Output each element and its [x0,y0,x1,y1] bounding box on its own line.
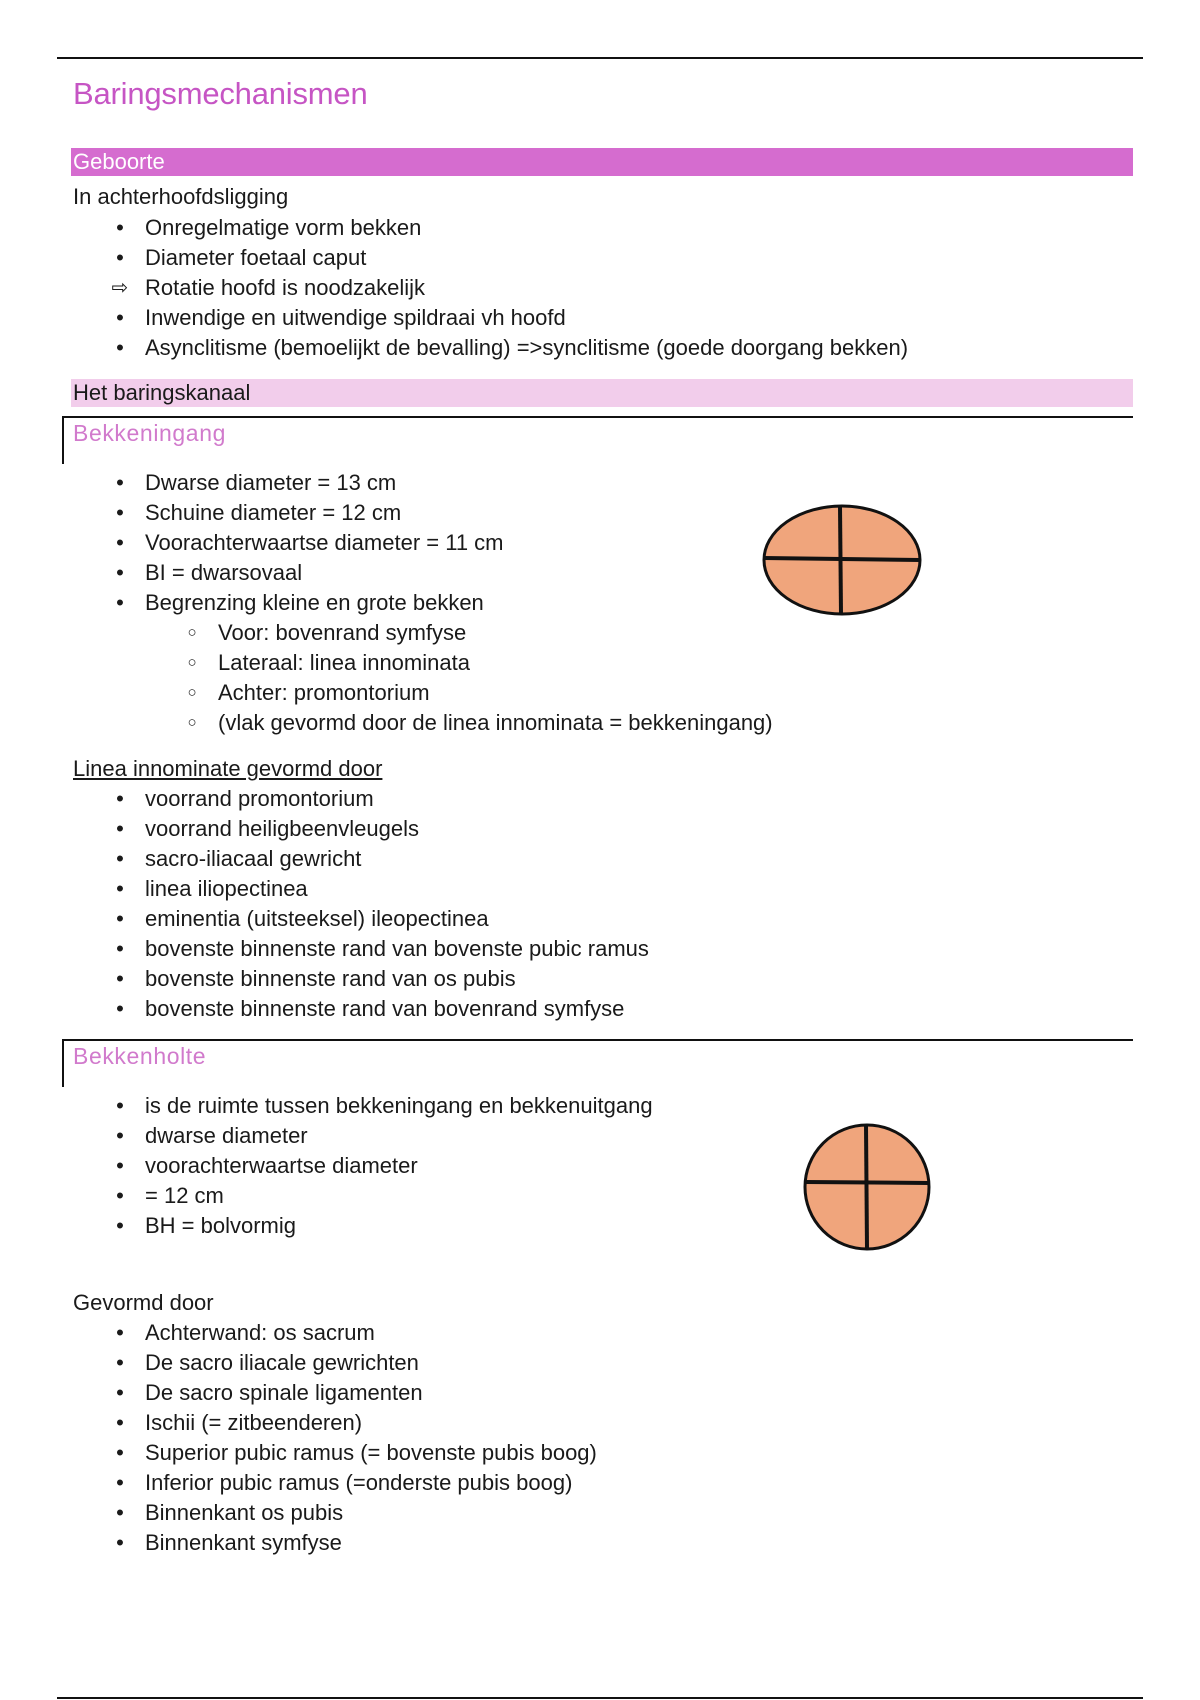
bullet-icon: • [116,786,124,811]
list-item [73,814,1133,844]
bullet-icon: • [116,846,124,871]
bullet-icon: • [116,1093,124,1118]
heading-corner-line [62,1041,64,1087]
list-item-text: Begrenzing kleine en grote bekken [145,590,484,615]
linea-list [73,784,1133,1024]
list-item-text: BH = bolvormig [145,1213,297,1238]
list-item-text: Achterwand: os sacrum [145,1320,375,1345]
list-item-text: Inwendige en uitwendige spildraai vh hoofd [145,305,566,330]
list-item [73,1348,1133,1378]
list-item-text: linea iliopectinea [145,876,308,901]
bullet-icon: • [116,936,124,961]
bekkeningang-heading-box [62,416,1133,462]
list-item-text: sacro-iliacaal gewricht [145,846,362,871]
list-item [73,1438,1133,1468]
list-item-text: Rotatie hoofd is noodzakelijk [145,275,426,300]
list-item [73,1091,1133,1121]
bullet-icon: • [116,305,124,330]
bullet-icon: • [116,1320,124,1345]
section-band-baringskanaal: Het baringskanaal [71,379,1133,407]
list-item-text: Ischii (= zitbeenderen) [145,1410,363,1435]
list-item-text: voorrand heiligbeenvleugels [145,816,419,841]
list-item [73,1528,1133,1558]
list-item [73,1468,1133,1498]
bullet-icon: • [116,1470,124,1495]
sub-list-item [73,648,1133,678]
list-item-text: Asynclitisme (bemoelijkt de bevalling) =>synclitisme (goede doorgang bekken) [145,335,909,360]
list-item-text: voorrand promontorium [145,786,374,811]
begrenzing-sublist [73,618,1133,738]
document-body [73,70,1133,1558]
bekkenholte-heading: Bekkenholte [73,1043,207,1069]
list-item [73,1498,1133,1528]
list-item-text: Inferior pubic ramus (=onderste pubis boog) [145,1470,573,1495]
list-item-text: bovenste binnenste rand van bovenste pubic ramus [145,936,649,961]
arrow-right-icon: ⇨ [111,277,129,299]
bullet-icon: • [116,1440,124,1465]
list-item [73,844,1133,874]
sub-list-item [73,618,1133,648]
page-top-rule [57,57,1143,59]
hollow-bullet-icon: ○ [187,684,197,701]
list-item [73,934,1133,964]
bullet-icon: • [116,215,124,240]
gevormd-list [73,1318,1133,1558]
bekkeningang-diagram [760,500,924,620]
list-item [73,1181,1133,1211]
list-item-text: Voorachterwaartse diameter = 11 cm [145,530,504,555]
list-item-text: voorachterwaartse diameter [145,1153,418,1178]
list-item [73,964,1133,994]
bullet-icon: • [116,500,124,525]
bullet-icon: • [116,1500,124,1525]
list-item [73,1408,1133,1438]
list-item-text: Binnenkant symfyse [145,1530,342,1555]
bekkenholte-list [73,1091,1133,1241]
diagram-vertical-line [866,1125,867,1249]
list-item [73,333,1133,363]
geboorte-list [73,213,1133,363]
list-item-text: Dwarse diameter = 13 cm [145,470,397,495]
list-item [73,303,1133,333]
list-item-text: Lateraal: linea innominata [218,650,470,675]
list-item-text: De sacro iliacale gewrichten [145,1350,419,1375]
bullet-icon: • [116,816,124,841]
bekkenholte-heading-box [62,1039,1133,1085]
list-item-text: bovenste binnenste rand van bovenrand symfyse [145,996,625,1021]
bullet-icon: • [116,245,124,270]
bekkeningang-list [73,468,1133,618]
list-item [73,558,1133,588]
page-title: Baringsmechanismen [73,76,368,111]
sub-list-item [73,708,1133,738]
list-item-text: Voor: bovenrand symfyse [218,620,467,645]
list-item-text: De sacro spinale ligamenten [145,1380,423,1405]
hollow-bullet-icon: ○ [187,654,197,671]
bullet-icon: • [116,966,124,991]
list-item-text: is de ruimte tussen bekkeningang en bekkenuitgang [145,1093,653,1118]
bullet-icon: • [116,996,124,1021]
bullet-icon: • [116,1380,124,1405]
geboorte-intro: In achterhoofdsligging [73,184,289,209]
list-item [73,1121,1133,1151]
list-item [73,784,1133,814]
bullet-icon: • [116,876,124,901]
list-item [73,528,1133,558]
list-item [73,588,1133,618]
list-item-text: Binnenkant os pubis [145,1500,344,1525]
list-item [73,243,1133,273]
sub-list-item [73,678,1133,708]
list-item [73,1318,1133,1348]
list-item-text: Achter: promontorium [218,680,430,705]
list-item-text: dwarse diameter [145,1123,308,1148]
linea-heading: Linea innominate gevormd door [73,756,383,781]
section-band-geboorte: Geboorte [71,148,1133,176]
bullet-icon: • [116,1183,124,1208]
heading-corner-line [62,418,64,464]
bullet-icon: • [116,1410,124,1435]
bullet-icon: • [116,335,124,360]
list-item [73,498,1133,528]
list-item-text: eminentia (uitsteeksel) ileopectinea [145,906,489,931]
list-item-text: Schuine diameter = 12 cm [145,500,402,525]
bullet-icon: • [116,1153,124,1178]
list-item [73,1151,1133,1181]
list-item-text: Onregelmatige vorm bekken [145,215,422,240]
bullet-icon: • [116,1213,124,1238]
gevormd-heading: Gevormd door [73,1290,214,1315]
list-item [73,874,1133,904]
bullet-icon: • [116,906,124,931]
bullet-icon: • [116,530,124,555]
list-item [73,994,1133,1024]
diagram-vertical-line [840,506,841,614]
bekkenholte-diagram [800,1120,934,1254]
list-item-text: Diameter foetaal caput [145,245,367,270]
bullet-icon: • [116,1123,124,1148]
list-item-text: (vlak gevormd door de linea innominata = bekkeningang) [218,710,773,735]
list-item [73,213,1133,243]
hollow-bullet-icon: ○ [187,714,197,731]
list-item [73,1211,1133,1241]
bullet-icon: • [116,1530,124,1555]
list-item [73,468,1133,498]
bullet-icon: • [116,560,124,585]
bekkeningang-heading: Bekkeningang [73,420,226,446]
list-item-text: BI = dwarsovaal [145,560,303,585]
bullet-icon: • [116,590,124,615]
list-item-text: Superior pubic ramus (= bovenste pubis boog) [145,1440,597,1465]
list-item [73,1378,1133,1408]
bullet-icon: • [116,470,124,495]
hollow-bullet-icon: ○ [187,624,197,641]
bullet-icon: • [116,1350,124,1375]
list-item [73,904,1133,934]
list-item-text: bovenste binnenste rand van os pubis [145,966,516,991]
list-item-text: = 12 cm [145,1183,224,1208]
page-bottom-rule [57,1697,1143,1699]
list-item [73,273,1133,303]
